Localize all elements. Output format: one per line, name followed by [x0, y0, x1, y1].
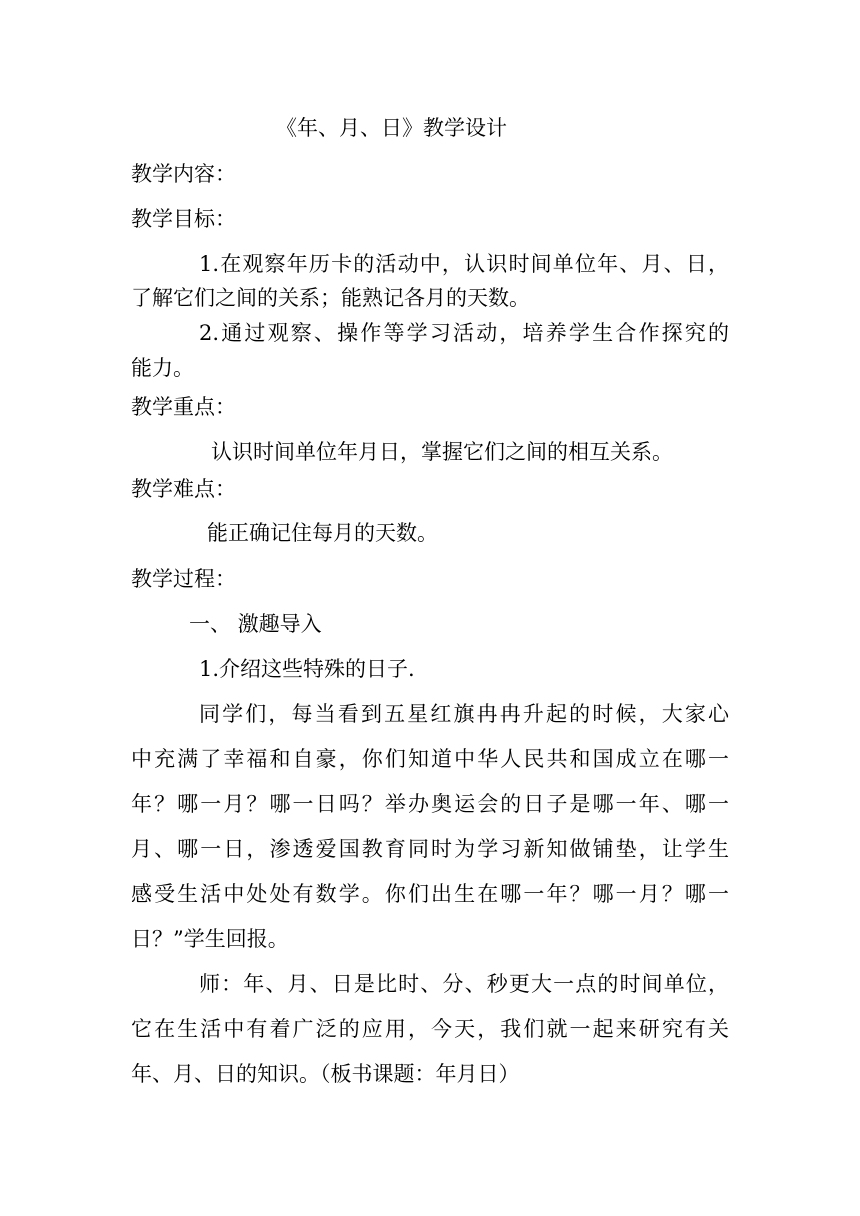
difficulty-text: 能正确记住每月的天数。: [207, 521, 438, 545]
difficulty-label: 教学难点：: [131, 477, 236, 501]
paragraph-1-line-4: 月、哪一日，渗透爱国教育同时为学习新知做铺垫，让学生: [131, 837, 729, 861]
goal-2-line-2: 能力。: [131, 356, 194, 380]
process-label: 教学过程：: [131, 567, 236, 591]
paragraph-1-line-2: 中充满了幸福和自豪，你们知道中华人民共和国成立在哪一: [131, 747, 729, 771]
key-label: 教学重点：: [131, 395, 236, 419]
document-title: 《年、月、日》教学设计: [276, 116, 507, 140]
goal-1-line-1: 1.在观察年历卡的活动中，认识时间单位年、月、日，: [199, 252, 729, 276]
paragraph-2-line-2: 它在生活中有着广泛的应用，今天，我们就一起来研究有关: [131, 1017, 729, 1041]
paragraph-2-line-3: 年、月、日的知识。（板书课题：年月日）: [131, 1062, 520, 1086]
paragraph-2-line-1: 师：年、月、日是比时、分、秒更大一点的时间单位，: [199, 972, 729, 996]
step-1-text: 1.介绍这些特殊的日子.: [199, 657, 415, 681]
paragraph-1-line-1: 同学们，每当看到五星红旗冉冉升起的时候，大家心: [199, 702, 729, 726]
paragraph-1-line-3: 年？哪一月？哪一日吗？举办奥运会的日子是哪一年、哪一: [131, 792, 729, 816]
goal-2-line-1: 2.通过观察、操作等学习活动，培养学生合作探究的: [199, 321, 729, 345]
goal-1-line-2: 了解它们之间的关系；能熟记各月的天数。: [131, 286, 530, 310]
section-1-heading: 一、 激趣导入: [189, 612, 322, 636]
paragraph-1-line-5: 感受生活中处处有数学。你们出生在哪一年？哪一月？哪一: [131, 882, 729, 906]
content-label: 教学内容：: [131, 162, 236, 186]
paragraph-1-line-6: 日？”学生回报。: [131, 927, 289, 951]
key-text: 认识时间单位年月日，掌握它们之间的相互关系。: [211, 440, 673, 464]
goals-label: 教学目标：: [131, 207, 236, 231]
